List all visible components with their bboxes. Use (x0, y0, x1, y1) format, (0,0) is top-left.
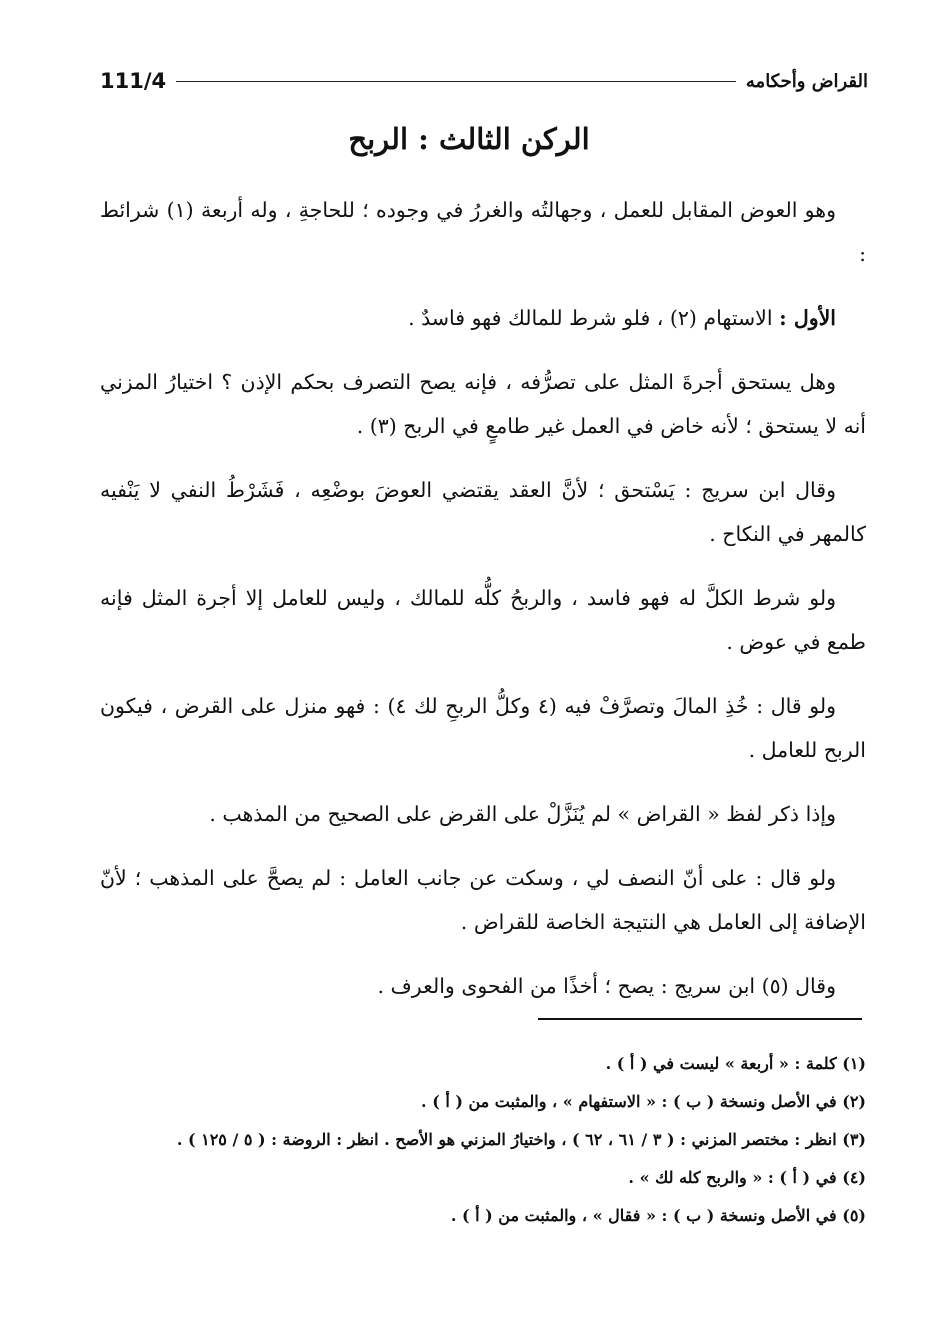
footnote: (٣) انظر : مختصر المزني : ( ٣ / ٦١ ، ٦٢ ) ، واختيارُ المزني هو الأصح . انظر : الروضة : ( ٥ / ١٢٥ ) . (176, 1130, 866, 1149)
footnote: (٢) في الأصل ونسخة ( ب ) : « الاستفهام » ، والمثبت من ( أ ) . (421, 1092, 866, 1111)
paragraph: ولو شرط الكلَّ له فهو فاسد ، والربحُ كلُّه للمالك ، وليس للعامل إلا أجرة المثل فإنه طمع في عوض . (100, 586, 866, 654)
page-header (100, 66, 868, 96)
paragraph: وإذا ذكر لفظ « القراض » لم يُنَزَّلْ على القرض على الصحيح من المذهب . (209, 802, 836, 826)
paragraph: وقال (٥) ابن سريج : يصح ؛ أخذًا من الفحوى والعرف . (377, 974, 836, 998)
paragraph: وهل يستحق أجرةَ المثل على تصرُّفه ، فإنه يصح التصرف بحكم الإذن ؟ اختيارُ المزني أنه لا يستحق ؛ لأنه خاض في العمل غير طامعٍ في الربح (٣) . (100, 370, 866, 438)
footnote-separator (538, 1018, 862, 1020)
paragraph: ولو قال : على أنّ النصف لي ، وسكت عن جانب العامل : لم يصحَّ على المذهب ؛ لأنّ الإضافة إلى العامل هي النتيجة الخاصة للقراض . (100, 866, 866, 934)
chapter-title: الركن الثالث : الربح (348, 122, 590, 156)
footnote: (٥) في الأصل ونسخة ( ب ) : « فقال » ، والمثبت من ( أ ) . (450, 1206, 866, 1225)
paragraph-lead: الأول : (779, 306, 836, 330)
paragraph: ولو قال : خُذِ المالَ وتصرَّفْ فيه (٤ وكلُّ الربحِ لك ٤) : فهو منزل على القرض ، فيكون الربح للعامل . (100, 694, 866, 762)
main-text (100, 188, 866, 1028)
footnotes (100, 1045, 866, 1235)
paragraph (100, 296, 866, 340)
page-folio: 111/4 (100, 69, 167, 93)
paragraph-text: الاستهام (٢) ، فلو شرط للمالك فهو فاسدٌ . (408, 306, 773, 330)
paragraph: وقال ابن سريج : يَسْتحق ؛ لأنَّ العقد يقتضي العوضَ بوضْعِه ، فَشَرْطُ النفي لا يَنْفيه كالمهر في النكاح . (100, 478, 866, 546)
footnote: (١) كلمة : « أربعة » ليست في ( أ ) . (605, 1054, 866, 1073)
header-rule (176, 81, 736, 82)
paragraph: وهو العوض المقابل للعمل ، وجهالتُه والغررُ في وجوده ؛ للحاجةِ ، وله أربعة (١) شرائط : (100, 198, 866, 266)
running-title: القراض وأحكامه (745, 70, 868, 92)
footnote: (٤) في ( أ ) : « والربح كله لك » . (628, 1168, 866, 1187)
